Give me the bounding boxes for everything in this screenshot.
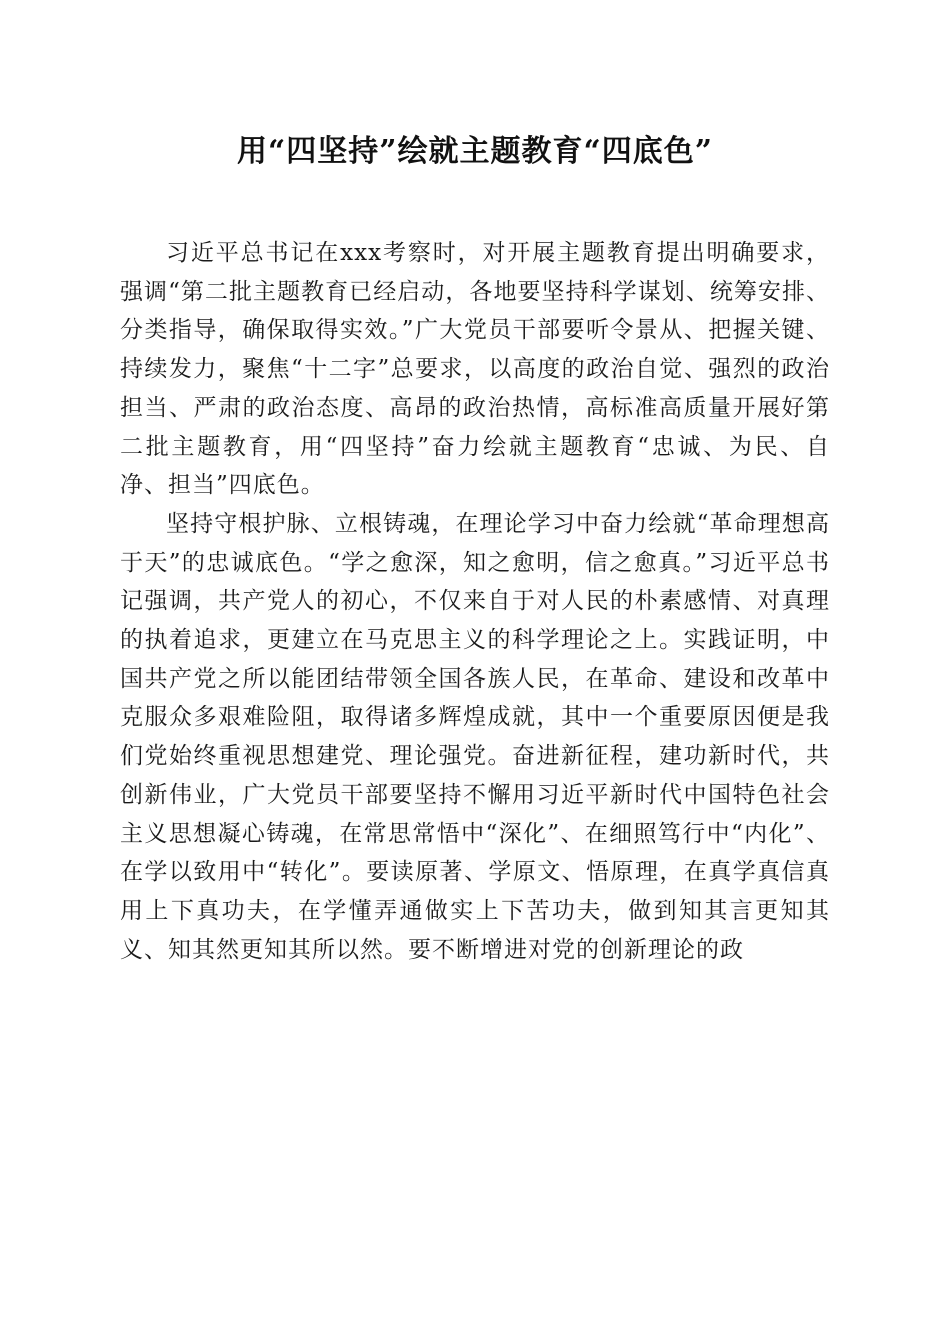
- document-title: 用“四坚持”绘就主题教育“四底色”: [236, 134, 714, 169]
- paragraph: 习近平总书记在xxx考察时，对开展主题教育提出明确要求，强调“第二批主题教育已经启动，各地要坚持科学谋划、统筹安排、分类指导，确保取得实效。”广大党员干部要听令景从、把握关键、持续发力，聚焦“十二字”总要求，以高度的政治自觉、强烈的政治担当、严肃的政治态度、高昂的政治热情，高标准高质量开展好第二批主题教育，用“四坚持”奋力绘就主题教育“忠诚、为民、自净、担当”四底色。: [120, 240, 830, 499]
- paragraph: 坚持守根护脉、立根铸魂，在理论学习中奋力绘就“革命理想高于天”的忠诚底色。“学之愈深，知之愈明，信之愈真。”习近平总书记强调，共产党人的初心，不仅来自于对人民的朴素感情、对真理的执着追求，更建立在马克思主义的科学理论之上。实践证明，中国共产党之所以能团结带领全国各族人民，在革命、建设和改革中克服众多艰难险阻，取得诸多辉煌成就，其中一个重要原因便是我们党始终重视思想建党、理论强党。奋进新征程，建功新时代，共创新伟业，广大党员干部要坚持不懈用习近平新时代中国特色社会主义思想凝心铸魂，在常思常悟中“深化”、在细照笃行中“内化”、在学以致用中“转化”。要读原著、学原文、悟原理，在真学真信真用上下真功夫，在学懂弄通做实上下苦功夫，做到知其言更知其义、知其然更知其所以然。要不断增进对党的创新理论的政: [120, 510, 830, 963]
- document-body: [120, 234, 830, 969]
